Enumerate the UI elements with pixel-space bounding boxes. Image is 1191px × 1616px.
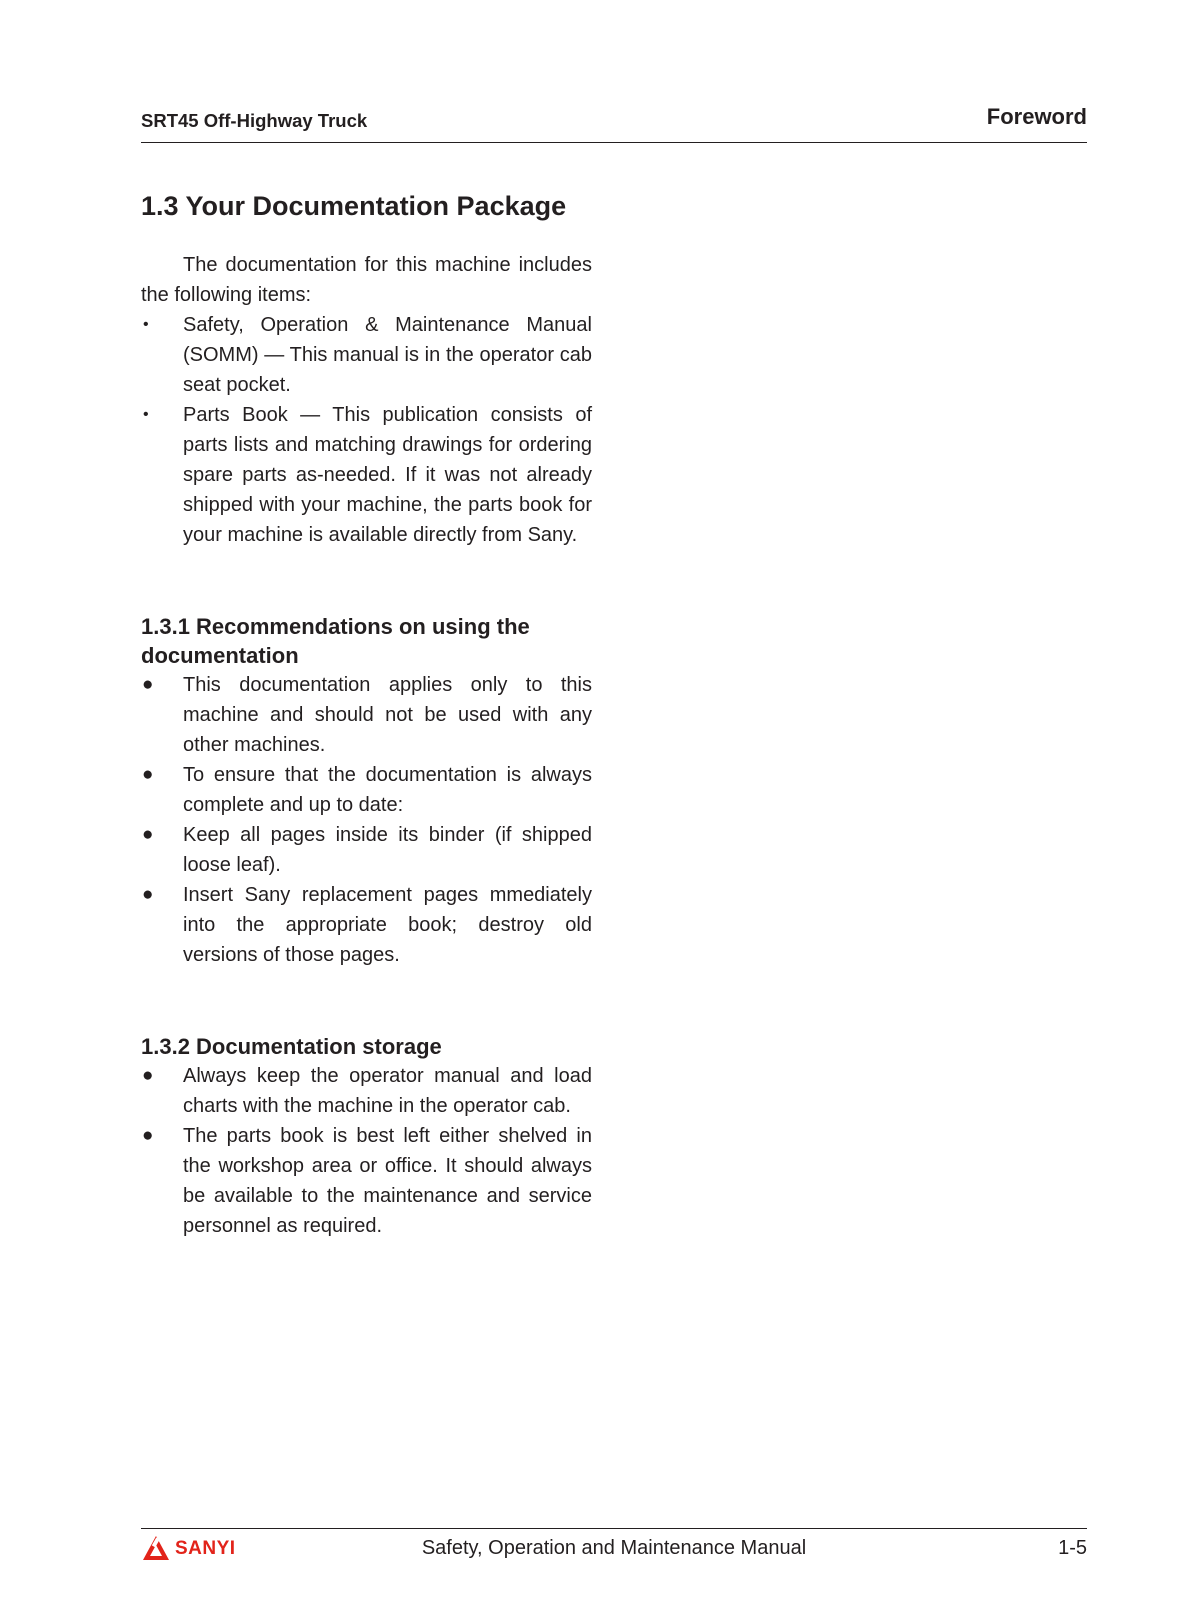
list-item-text: Parts Book — This publication consists of parts lists and matching drawings for ordering spare parts as-needed. If it was not already shipped with your machine, the parts book for your machine is available directly from Sany. xyxy=(183,404,592,546)
bullet-icon: ● xyxy=(142,1125,154,1146)
list-item-text: Always keep the operator manual and load charts with the machine in the operator cab. xyxy=(183,1065,592,1117)
list-item xyxy=(141,820,592,880)
list-item xyxy=(141,1121,592,1241)
list-item xyxy=(141,400,592,550)
list-item-text: Insert Sany replacement pages mmediately into the appropriate book; destroy old versions of those pages. xyxy=(183,884,592,966)
bullet-icon: ● xyxy=(142,884,154,905)
recommendations-list xyxy=(141,670,592,970)
bullet-icon: ● xyxy=(142,824,154,845)
list-item-text: The parts book is best left either shelved in the workshop area or office. It should always be available to the maintenance and service personnel as required. xyxy=(183,1125,592,1237)
bullet-icon: • xyxy=(143,316,149,333)
bullet-icon: ● xyxy=(142,1065,154,1086)
manual-title: Safety, Operation and Maintenance Manual xyxy=(421,1537,807,1559)
list-item xyxy=(141,1061,592,1121)
list-item-text: This documentation applies only to this machine and should not be used with any other machines. xyxy=(183,674,592,756)
section-name: Foreword xyxy=(986,104,1087,129)
bullet-icon: ● xyxy=(142,674,154,695)
list-item xyxy=(141,760,592,820)
page-content xyxy=(141,186,592,1241)
document-title: SRT45 Off-Highway Truck xyxy=(141,110,368,131)
list-item-text: To ensure that the documentation is always complete and up to date: xyxy=(183,764,592,816)
list-item xyxy=(141,880,592,970)
list-item-text: Keep all pages inside its binder (if shipped loose leaf). xyxy=(183,824,592,876)
bullet-icon: ● xyxy=(142,764,154,785)
bullet-icon: • xyxy=(143,406,149,423)
section-heading: 1.3 Your Documentation Package xyxy=(141,191,567,221)
subsection-heading-storage: 1.3.2 Documentation storage xyxy=(141,1034,442,1059)
storage-list xyxy=(141,1061,592,1241)
page-footer xyxy=(141,1528,1087,1569)
list-item-text: Safety, Operation & Maintenance Manual (SOMM) — This manual is in the operator cab seat pocket. xyxy=(183,314,592,396)
list-item xyxy=(141,310,592,400)
list-item xyxy=(141,670,592,760)
page-header xyxy=(141,100,1087,143)
page-number: 1-5 xyxy=(1058,1537,1087,1559)
intro-paragraph: The documentation for this machine includes the following items: xyxy=(141,254,592,306)
subsection-heading-recommendations: 1.3.1 Recommendations on using the documentation xyxy=(141,614,530,668)
documentation-items-list xyxy=(141,310,592,550)
logo-text: SANYI xyxy=(175,1538,236,1559)
